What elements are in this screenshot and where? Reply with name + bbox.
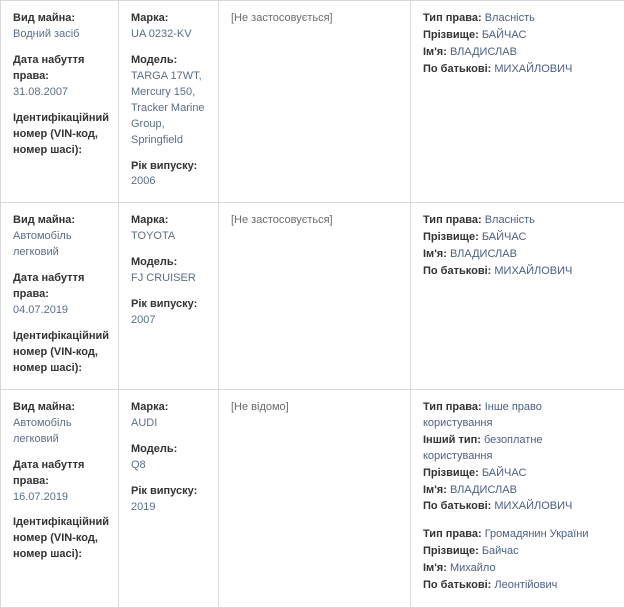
field-surname (423, 544, 612, 560)
label-name: Ім'я: (423, 46, 447, 58)
label-vin: Ідентифікаційний номер (VIN-код, номер шасі): (13, 516, 109, 560)
value-right-type: Власність (485, 214, 535, 226)
value-patronymic: МИХАЙЛОВИЧ (494, 265, 572, 277)
value-note: [Не відомо] (231, 401, 289, 413)
value-asset-type: Автомобіль легковий (13, 416, 106, 448)
cell-vehicle-info (119, 1, 219, 203)
value-surname: БАЙЧАС (482, 231, 527, 243)
value-surname: БАЙЧАС (482, 467, 527, 479)
field-model (131, 53, 206, 149)
label-patronymic: По батькові: (423, 265, 491, 277)
label-name: Ім'я: (423, 484, 447, 496)
label-asset-type: Вид майна: (13, 401, 75, 413)
cell-note (219, 389, 411, 607)
label-brand: Марка: (131, 401, 168, 413)
value-model: Q8 (131, 458, 206, 474)
value-name: ВЛАДИСЛАВ (450, 484, 517, 496)
value-note: [Не застосовується] (231, 214, 333, 226)
value-acquire-date: 04.07.2019 (13, 303, 106, 319)
label-right-type: Тип права: (423, 12, 482, 24)
rights-block (423, 213, 612, 280)
value-model: FJ CRUISER (131, 271, 206, 287)
field-patronymic (423, 264, 612, 280)
cell-rights (411, 389, 624, 607)
field-asset-type (13, 213, 106, 261)
label-asset-type: Вид майна: (13, 214, 75, 226)
label-brand: Марка: (131, 214, 168, 226)
field-brand (131, 11, 206, 43)
field-patronymic (423, 62, 612, 78)
field-model (131, 442, 206, 474)
label-name: Ім'я: (423, 562, 447, 574)
field-asset-type (13, 400, 106, 448)
cell-note (219, 203, 411, 389)
value-name: ВЛАДИСЛАВ (450, 248, 517, 260)
value-asset-type: Водний засіб (13, 27, 106, 43)
field-right-type (423, 11, 612, 27)
label-acquire-date: Дата набуття права: (13, 459, 84, 487)
table-row (1, 389, 624, 607)
field-year (131, 297, 206, 329)
label-patronymic: По батькові: (423, 579, 491, 591)
value-note: [Не застосовується] (231, 12, 333, 24)
field-surname (423, 28, 612, 44)
cell-rights (411, 1, 624, 203)
field-right-type (423, 527, 612, 543)
value-right-type: Інше право користування (423, 401, 542, 429)
label-patronymic: По батькові: (423, 63, 491, 75)
label-year: Рік випуску: (131, 485, 197, 497)
cell-vehicle-info (119, 203, 219, 389)
label-year: Рік випуску: (131, 298, 197, 310)
label-brand: Марка: (131, 12, 168, 24)
label-model: Модель: (131, 54, 177, 66)
cell-note (219, 1, 411, 203)
field-year (131, 159, 206, 191)
cell-asset-info (1, 203, 119, 389)
cell-asset-info (1, 389, 119, 607)
field-year (131, 484, 206, 516)
label-patronymic: По батькові: (423, 500, 491, 512)
value-brand: UA 0232-KV (131, 27, 206, 43)
table-row (1, 1, 624, 203)
value-patronymic: МИХАЙЛОВИЧ (494, 63, 572, 75)
field-name (423, 247, 612, 263)
field-vin (13, 111, 106, 159)
value-acquire-date: 31.08.2007 (13, 85, 106, 101)
label-acquire-date: Дата набуття права: (13, 272, 84, 300)
value-asset-type: Автомобіль легковий (13, 229, 106, 261)
value-right-type: Громадянин України (485, 528, 589, 540)
label-other-type: Інший тип: (423, 434, 481, 446)
field-right-type (423, 400, 612, 432)
field-asset-type (13, 11, 106, 43)
label-asset-type: Вид майна: (13, 12, 75, 24)
field-model (131, 255, 206, 287)
value-right-type: Власність (485, 12, 535, 24)
field-acquire-date (13, 53, 106, 101)
field-name (423, 561, 612, 577)
label-model: Модель: (131, 256, 177, 268)
label-right-type: Тип права: (423, 214, 482, 226)
field-other-type (423, 433, 612, 465)
field-vin (13, 515, 106, 563)
rights-block (423, 527, 612, 594)
field-acquire-date (13, 271, 106, 319)
label-surname: Прізвище: (423, 231, 479, 243)
cell-asset-info (1, 1, 119, 203)
value-patronymic: Леонтійович (494, 579, 557, 591)
field-name (423, 45, 612, 61)
cell-rights (411, 203, 624, 389)
value-brand: AUDI (131, 416, 206, 432)
value-surname: БАЙЧАС (482, 29, 527, 41)
label-surname: Прізвище: (423, 467, 479, 479)
label-name: Ім'я: (423, 248, 447, 260)
value-other-type: безоплатне користування (423, 434, 543, 462)
value-name: Михайло (450, 562, 496, 574)
value-acquire-date: 16.07.2019 (13, 490, 106, 506)
label-year: Рік випуску: (131, 160, 197, 172)
label-right-type: Тип права: (423, 401, 482, 413)
cell-vehicle-info (119, 389, 219, 607)
field-acquire-date (13, 458, 106, 506)
field-patronymic (423, 578, 612, 594)
value-patronymic: МИХАЙЛОВИЧ (494, 500, 572, 512)
label-model: Модель: (131, 443, 177, 455)
label-vin: Ідентифікаційний номер (VIN-код, номер шасі): (13, 112, 109, 156)
value-year: 2006 (131, 174, 206, 190)
value-model: TARGA 17WT, Mercury 150, Tracker Marine Group, Springfield (131, 69, 206, 149)
field-vin (13, 329, 106, 377)
rights-block (423, 11, 612, 78)
label-surname: Прізвище: (423, 29, 479, 41)
value-brand: TOYOTA (131, 229, 206, 245)
value-year: 2019 (131, 500, 206, 516)
field-brand (131, 213, 206, 245)
label-acquire-date: Дата набуття права: (13, 54, 84, 82)
field-brand (131, 400, 206, 432)
value-surname: Байчас (482, 545, 519, 557)
label-surname: Прізвище: (423, 545, 479, 557)
field-surname (423, 466, 612, 482)
field-surname (423, 230, 612, 246)
table-row (1, 203, 624, 389)
field-right-type (423, 213, 612, 229)
rights-block (423, 400, 612, 516)
value-name: ВЛАДИСЛАВ (450, 46, 517, 58)
label-right-type: Тип права: (423, 528, 482, 540)
label-vin: Ідентифікаційний номер (VIN-код, номер шасі): (13, 330, 109, 374)
value-year: 2007 (131, 313, 206, 329)
field-name (423, 483, 612, 499)
